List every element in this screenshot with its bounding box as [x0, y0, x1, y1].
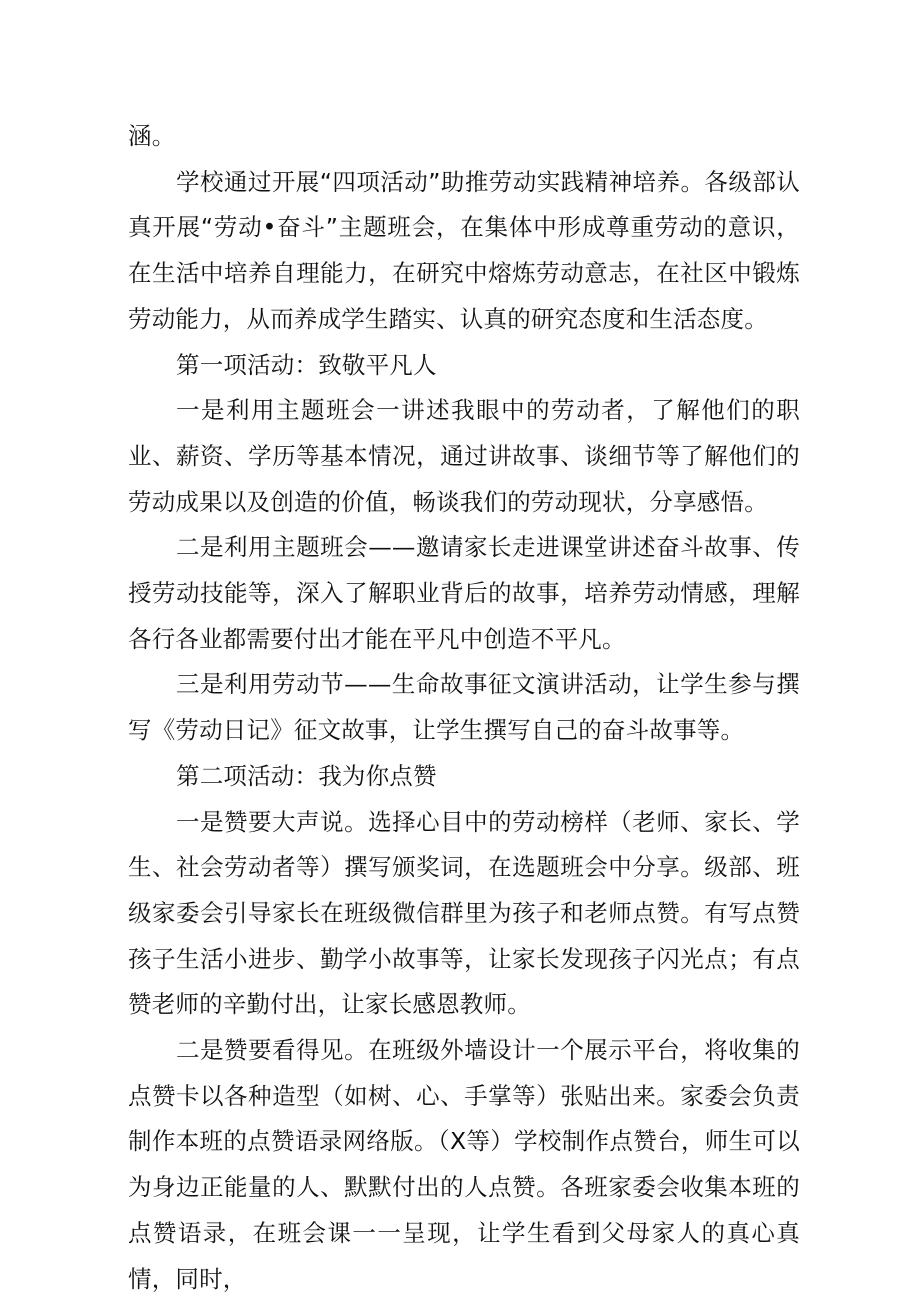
paragraph-activity-one-item-one: 一是利用主题班会一讲述我眼中的劳动者，了解他们的职业、薪资、学历等基本情况，通过讲故事、谈细节等了解他们的劳动成果以及创造的价值，畅谈我们的劳动现状，分享感悟。 [128, 396, 800, 516]
document-body [128, 114, 800, 1302]
paragraph-activity-two-item-two: 二是赞要看得见。在班级外墙设计一个展示平台，将收集的点赞卡以各种造型（如树、心、手掌等）张贴出来。家委会负责制作本班的点赞语录网络版。（X等）学校制作点赞台，师生可以为身边正能量的人、默默付出的人点赞。各班家委会收集本班的点赞语录，在班会课一一呈现，让学生看到父母家人的真心真情，同时， [128, 1036, 800, 1293]
paragraph-continuation: 涵。 [128, 122, 176, 150]
heading-activity-one: 第一项活动：致敬平凡人 [176, 350, 437, 379]
paragraph-four-activities-intro: 学校通过开展“四项活动”助推劳动实践精神培养。各级部认真开展“劳动•奋斗”主题班会，在集体中形成尊重劳动的意识，在生活中培养自理能力，在研究中熔炼劳动意志，在社区中锻炼劳动能力，从而养成学生踏实、认真的研究态度和生活态度。 [128, 167, 800, 333]
paragraph-activity-one-item-three: 三是利用劳动节——生命故事征文演讲活动，让学生参与撰写《劳动日记》征文故事，让学生撰写自己的奋斗故事等。 [128, 670, 800, 745]
paragraph-activity-one-item-two: 二是利用主题班会——邀请家长走进课堂讲述奋斗故事、传授劳动技能等，深入了解职业背后的故事，培养劳动情感，理解各行各业都需要付出才能在平凡中创造不平凡。 [128, 533, 800, 653]
heading-activity-two: 第二项活动：我为你点赞 [176, 761, 437, 790]
paragraph-activity-two-item-one: 一是赞要大声说。选择心目中的劳动榜样（老师、家长、学生、社会劳动者等）撰写颁奖词，在选题班会中分享。级部、班级家委会引导家长在班级微信群里为孩子和老师点赞。有写点赞孩子生活小进步、勤学小故事等，让家长发现孩子闪光点；有点赞老师的辛勤付出，让家长感恩教师。 [128, 807, 800, 1019]
